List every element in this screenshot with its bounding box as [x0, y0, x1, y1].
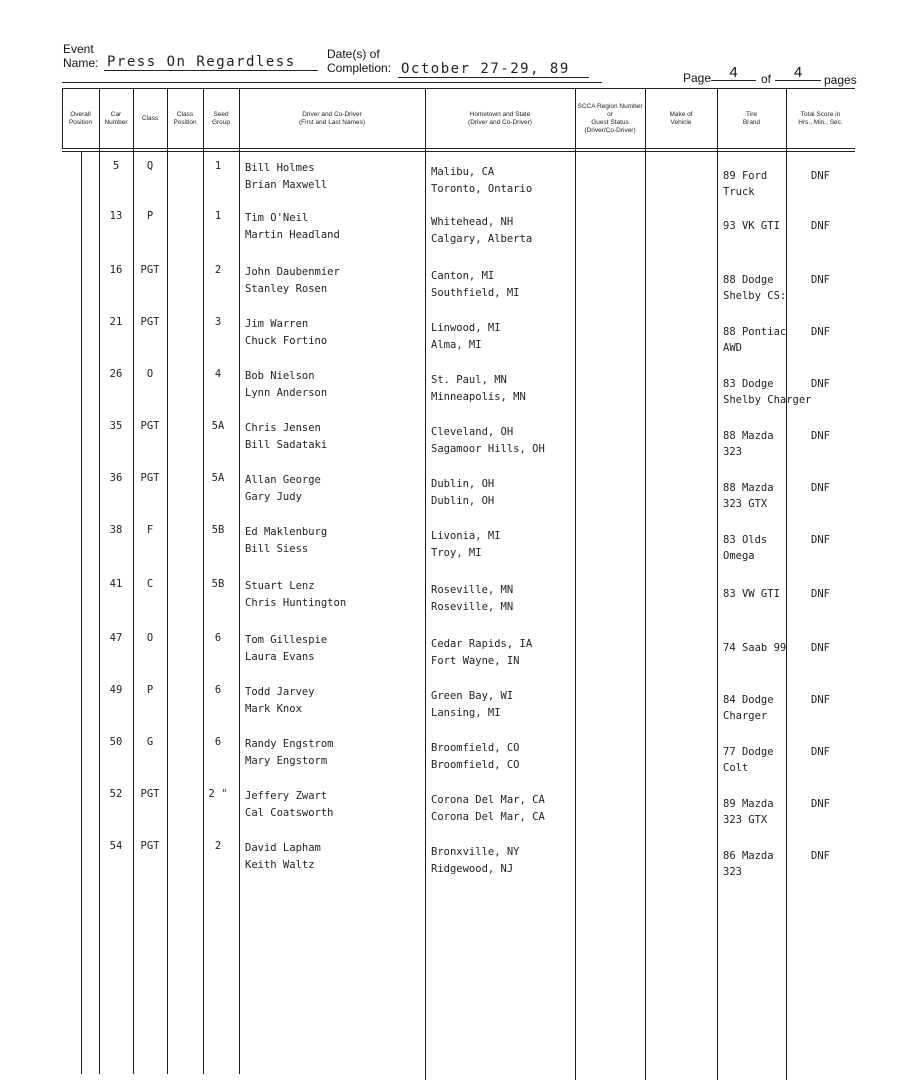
class: G — [146, 736, 154, 748]
driver-hometown: Corona Del Mar, CA — [431, 794, 545, 806]
seed-group: 1 — [214, 210, 222, 222]
total-score: DNF — [811, 430, 830, 442]
column-header-car-number — [99, 92, 133, 146]
class: O — [146, 632, 154, 644]
column-header-line1: Car — [110, 111, 122, 118]
column-header-line2: Guest Status (Driver/Co-Driver) — [584, 119, 636, 134]
vehicle-line1: 74 Saab 99 — [723, 642, 787, 654]
column-header-text — [743, 111, 760, 127]
page-total-field[interactable]: 4 — [775, 66, 821, 81]
completion-dates-field[interactable]: October 27-29, 89 — [398, 62, 589, 78]
vehicle-line1: 84 Dodge — [723, 694, 774, 706]
header-top-rule — [62, 88, 855, 89]
dates-label-line1: Date(s) of — [327, 47, 380, 61]
codriver-hometown: Toronto, Ontario — [431, 183, 533, 195]
total-score: DNF — [811, 170, 830, 182]
column-header-text — [299, 111, 365, 127]
car-number: 54 — [109, 840, 123, 852]
of-label: of — [761, 72, 772, 86]
column-header-driver — [239, 92, 425, 146]
event-label-line2: Name: — [63, 56, 99, 70]
codriver-hometown: Broomfield, CO — [431, 759, 520, 771]
header-bottom-rule — [62, 148, 855, 149]
vehicle-line1: 86 Mazda — [723, 850, 774, 862]
column-header-line2: Position — [173, 119, 197, 126]
vehicle-line2: 323 GTX — [723, 814, 768, 826]
codriver-hometown: Lansing, MI — [431, 707, 501, 719]
vehicle-line2: Shelby Charger — [723, 394, 812, 406]
column-header-line2: Hrs., Min., Sec. — [798, 119, 843, 126]
class: F — [146, 524, 154, 536]
driver-name: Chris Jensen — [245, 422, 321, 434]
car-number: 50 — [109, 736, 123, 748]
page-label: Page — [683, 71, 712, 85]
column-divider — [717, 88, 718, 1080]
column-header-line2: (Driver and Co-Driver) — [468, 119, 532, 126]
car-number: 26 — [109, 368, 123, 380]
driver-hometown: Roseville, MN — [431, 584, 514, 596]
vehicle-line2: Truck — [723, 186, 755, 198]
pages-label: pages — [824, 73, 857, 87]
codriver-name: Brian Maxwell — [245, 179, 328, 191]
driver-hometown: Canton, MI — [431, 270, 495, 282]
codriver-hometown: Troy, MI — [431, 547, 482, 559]
column-header-line1: Class — [141, 115, 159, 122]
class: PGT — [140, 788, 160, 800]
column-header-line2: (First and Last Names) — [298, 119, 366, 126]
driver-hometown: Broomfield, CO — [431, 742, 520, 754]
driver-hometown: Whitehead, NH — [431, 216, 514, 228]
driver-name: David Lapham — [245, 842, 321, 854]
column-header-line1: Overall — [70, 111, 91, 118]
vehicle-line2: Charger — [723, 710, 768, 722]
codriver-name: Mary Engstorm — [245, 755, 328, 767]
event-label-line1: Event — [63, 42, 94, 56]
codriver-name: Mark Knox — [245, 703, 302, 715]
event-name-field[interactable]: Press On Regardless — [104, 55, 318, 71]
total-score: DNF — [811, 642, 830, 654]
column-header-text — [69, 111, 92, 127]
seed-group: 2 — [214, 840, 222, 852]
vehicle-line1: 89 Ford — [723, 170, 768, 182]
column-divider — [425, 88, 426, 1080]
total-score: DNF — [811, 694, 830, 706]
codriver-hometown: Dublin, OH — [431, 495, 495, 507]
vehicle-line2: Colt — [723, 762, 749, 774]
driver-hometown: Cedar Rapids, IA — [431, 638, 533, 650]
vehicle-line1: 83 Olds — [723, 534, 768, 546]
column-header-overall-position — [62, 92, 99, 146]
total-score: DNF — [811, 534, 830, 546]
codriver-name: Bill Sadataki — [245, 439, 328, 451]
seed-group: 5B — [211, 524, 225, 536]
driver-name: Tom Gillespie — [245, 634, 328, 646]
driver-name: Ed Maklenburg — [245, 526, 328, 538]
total-score: DNF — [811, 220, 830, 232]
codriver-hometown: Southfield, MI — [431, 287, 520, 299]
header-bottom-rule — [62, 151, 855, 152]
column-divider — [645, 88, 646, 1080]
seed-group: 5B — [211, 578, 225, 590]
class: P — [146, 684, 154, 696]
column-header-text — [104, 111, 127, 127]
column-header-text — [468, 111, 532, 127]
codriver-hometown: Fort Wayne, IN — [431, 655, 520, 667]
column-header-line2: Number — [104, 119, 128, 126]
column-header-text — [212, 111, 230, 127]
column-header-make-of-vehicle — [645, 92, 717, 146]
column-header-line1: SCCA Region Number or — [577, 103, 643, 118]
car-number: 47 — [109, 632, 123, 644]
car-number: 5 — [112, 160, 120, 172]
class: PGT — [140, 264, 160, 276]
codriver-name: Keith Waltz — [245, 859, 315, 871]
vehicle-line2: Omega — [723, 550, 755, 562]
vehicle-line1: 89 Mazda — [723, 798, 774, 810]
column-divider — [786, 88, 787, 1080]
car-number: 13 — [109, 210, 123, 222]
car-number: 21 — [109, 316, 123, 328]
column-header-line1: Class — [176, 111, 194, 118]
dates-label — [327, 48, 391, 74]
vehicle-line1: 88 Pontiac — [723, 326, 787, 338]
codriver-name: Chuck Fortino — [245, 335, 328, 347]
driver-name: Bob Nielson — [245, 370, 315, 382]
dates-label-line2: Completion: — [327, 61, 392, 75]
page-number-field[interactable]: 4 — [711, 66, 756, 81]
column-header-seed-group — [203, 92, 239, 146]
car-number: 49 — [109, 684, 123, 696]
column-divider — [81, 152, 82, 1074]
column-header-text — [798, 111, 842, 127]
vehicle-line1: 83 Dodge — [723, 378, 774, 390]
codriver-name: Laura Evans — [245, 651, 315, 663]
column-divider — [167, 88, 168, 1074]
driver-name: Jim Warren — [245, 318, 309, 330]
car-number: 52 — [109, 788, 123, 800]
driver-name: Jeffery Zwart — [245, 790, 328, 802]
seed-group: 2 " — [208, 788, 228, 800]
total-score: DNF — [811, 378, 830, 390]
codriver-name: Bill Siess — [245, 543, 309, 555]
driver-hometown: Green Bay, WI — [431, 690, 514, 702]
column-header-total-score — [786, 92, 855, 146]
codriver-hometown: Roseville, MN — [431, 601, 514, 613]
driver-hometown: St. Paul, MN — [431, 374, 507, 386]
driver-name: Allan George — [245, 474, 321, 486]
seed-group: 4 — [214, 368, 222, 380]
column-header-class — [133, 92, 167, 146]
car-number: 16 — [109, 264, 123, 276]
column-header-text — [142, 115, 158, 123]
vehicle-line1: 88 Mazda — [723, 430, 774, 442]
column-header-line2: Vehicle — [670, 119, 692, 126]
codriver-name: Gary Judy — [245, 491, 302, 503]
vehicle-line2: Shelby CS: — [723, 290, 787, 302]
driver-name: Tim O'Neil — [245, 212, 309, 224]
codriver-name: Lynn Anderson — [245, 387, 328, 399]
driver-hometown: Bronxville, NY — [431, 846, 520, 858]
driver-name: Bill Holmes — [245, 162, 315, 174]
driver-hometown: Malibu, CA — [431, 166, 495, 178]
column-divider — [575, 88, 576, 1080]
column-header-text — [575, 103, 645, 135]
column-header-text — [669, 111, 692, 127]
codriver-hometown: Minneapolis, MN — [431, 391, 526, 403]
column-header-hometown — [425, 92, 575, 146]
seed-group: 1 — [214, 160, 222, 172]
car-number: 35 — [109, 420, 123, 432]
class: P — [146, 210, 154, 222]
total-score: DNF — [811, 588, 830, 600]
class: PGT — [140, 840, 160, 852]
column-header-line1: Tire — [746, 111, 757, 118]
car-number: 38 — [109, 524, 123, 536]
vehicle-line2: 323 GTX — [723, 498, 768, 510]
column-header-line1: Make of — [669, 111, 693, 118]
driver-hometown: Cleveland, OH — [431, 426, 514, 438]
codriver-name: Martin Headland — [245, 229, 340, 241]
driver-hometown: Livonia, MI — [431, 530, 501, 542]
vehicle-line2: 323 — [723, 866, 742, 878]
total-score: DNF — [811, 850, 830, 862]
column-header-line1: Total Score in — [800, 111, 841, 118]
total-score: DNF — [811, 798, 830, 810]
event-label — [63, 43, 98, 69]
total-score: DNF — [811, 746, 830, 758]
vehicle-line1: 93 VK GTI — [723, 220, 780, 232]
seed-group: 6 — [214, 632, 222, 644]
class: PGT — [140, 472, 160, 484]
driver-hometown: Dublin, OH — [431, 478, 495, 490]
codriver-name: Chris Huntington — [245, 597, 347, 609]
codriver-hometown: Alma, MI — [431, 339, 482, 351]
column-header-class-position — [167, 92, 203, 146]
column-divider — [239, 88, 240, 1074]
class: C — [146, 578, 154, 590]
class: O — [146, 368, 154, 380]
car-number: 41 — [109, 578, 123, 590]
total-score: DNF — [811, 482, 830, 494]
codriver-name: Stanley Rosen — [245, 283, 328, 295]
driver-name: John Daubenmier — [245, 266, 340, 278]
column-divider — [855, 88, 856, 148]
codriver-hometown: Sagamoor Hills, OH — [431, 443, 545, 455]
top-rule-left — [62, 82, 602, 83]
car-number: 36 — [109, 472, 123, 484]
vehicle-line1: 83 VW GTI — [723, 588, 780, 600]
driver-name: Todd Jarvey — [245, 686, 315, 698]
column-header-line1: Hometown and State — [469, 111, 531, 118]
seed-group: 5A — [211, 472, 225, 484]
driver-name: Stuart Lenz — [245, 580, 315, 592]
codriver-hometown: Ridgewood, NJ — [431, 863, 514, 875]
vehicle-line2: 323 — [723, 446, 742, 458]
class: PGT — [140, 316, 160, 328]
seed-group: 5A — [211, 420, 225, 432]
column-header-line2: Brand — [742, 119, 761, 126]
seed-group: 2 — [214, 264, 222, 276]
column-header-line2: Group — [211, 119, 231, 126]
class: Q — [146, 160, 154, 172]
driver-name: Randy Engstrom — [245, 738, 334, 750]
column-header-tire-brand — [717, 92, 786, 146]
total-score: DNF — [811, 274, 830, 286]
vehicle-line1: 88 Mazda — [723, 482, 774, 494]
driver-hometown: Linwood, MI — [431, 322, 501, 334]
vehicle-line2: AWD — [723, 342, 742, 354]
column-header-line2: Position — [68, 119, 93, 126]
vehicle-line1: 88 Dodge — [723, 274, 774, 286]
column-header-text — [173, 111, 196, 127]
seed-group: 3 — [214, 316, 222, 328]
seed-group: 6 — [214, 736, 222, 748]
vehicle-line1: 77 Dodge — [723, 746, 774, 758]
column-header-line1: Seed — [213, 111, 229, 118]
codriver-hometown: Corona Del Mar, CA — [431, 811, 545, 823]
seed-group: 6 — [214, 684, 222, 696]
column-header-scca-region — [575, 92, 645, 146]
column-header-line1: Driver and Co-Driver — [302, 111, 362, 118]
codriver-name: Cal Coatsworth — [245, 807, 334, 819]
class: PGT — [140, 420, 160, 432]
total-score: DNF — [811, 326, 830, 338]
codriver-hometown: Calgary, Alberta — [431, 233, 533, 245]
